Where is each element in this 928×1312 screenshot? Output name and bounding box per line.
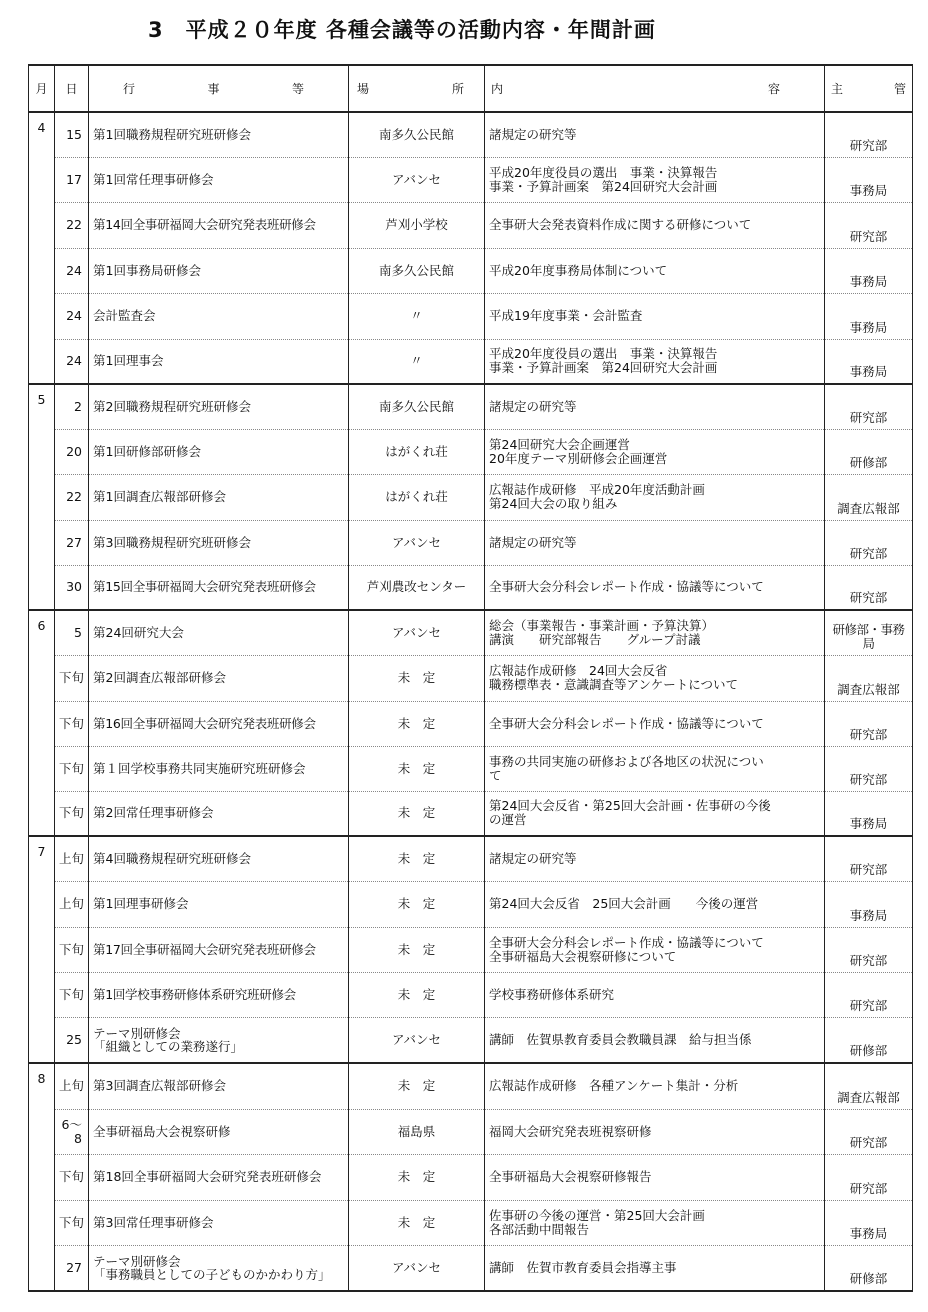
place-cell: 未 定 [349, 1063, 485, 1109]
event-cell: 第24回研究大会 [89, 610, 349, 655]
org-cell: 研究部 [825, 836, 913, 881]
table-row [29, 1200, 913, 1245]
org-cell: 研修部 [825, 429, 913, 474]
event-cell: 第17回全事研福岡大会研究発表班研修会 [89, 927, 349, 972]
month-cell [29, 1154, 55, 1200]
place-cell: 未 定 [349, 836, 485, 881]
org-cell: 調査広報部 [825, 655, 913, 701]
month-cell [29, 1109, 55, 1154]
place-cell: 未 定 [349, 972, 485, 1017]
event-cell: 第1回研修部研修会 [89, 429, 349, 474]
table-row [29, 1017, 913, 1063]
event-cell: 全事研福島大会視察研修 [89, 1109, 349, 1154]
month-cell [29, 1200, 55, 1245]
table-row [29, 1063, 913, 1109]
table-row [29, 112, 913, 157]
day-cell: 下旬 [55, 746, 89, 791]
content-cell: 平成19年度事業・会計監査 [485, 293, 825, 339]
org-cell: 研究部 [825, 520, 913, 565]
place-cell: 南多久公民館 [349, 248, 485, 293]
month-cell [29, 927, 55, 972]
day-cell: 22 [55, 202, 89, 248]
header-row [29, 65, 913, 112]
place-cell: 芦刈農改センター [349, 565, 485, 610]
day-cell: 24 [55, 293, 89, 339]
event-cell: 第16回全事研福岡大会研究発表班研修会 [89, 701, 349, 746]
month-cell [29, 881, 55, 927]
place-cell: 〃 [349, 293, 485, 339]
content-cell: 広報誌作成研修 24回大会反省 職務標準表・意識調査等アンケートについて [485, 655, 825, 701]
month-cell [29, 474, 55, 520]
month-cell [29, 565, 55, 610]
day-cell: 30 [55, 565, 89, 610]
day-cell: 下旬 [55, 927, 89, 972]
header-org [825, 65, 913, 112]
place-cell: 未 定 [349, 746, 485, 791]
header-content-char-1: 内 [491, 81, 504, 96]
day-cell: 下旬 [55, 701, 89, 746]
place-cell: はがくれ荘 [349, 429, 485, 474]
org-cell: 事務局 [825, 881, 913, 927]
event-cell: 第4回職務規程研究班研修会 [89, 836, 349, 881]
org-cell: 研究部 [825, 112, 913, 157]
header-event-char-2: 事 [207, 81, 220, 96]
table-row [29, 701, 913, 746]
org-cell: 事務局 [825, 339, 913, 384]
place-cell: アバンセ [349, 1245, 485, 1291]
day-cell: 27 [55, 520, 89, 565]
table-row [29, 157, 913, 202]
org-cell: 研修部 [825, 1245, 913, 1291]
header-place [349, 65, 485, 112]
place-cell: 未 定 [349, 1200, 485, 1245]
day-cell: 下旬 [55, 1200, 89, 1245]
event-cell: 第15回全事研福岡大会研究発表班研修会 [89, 565, 349, 610]
event-cell: テーマ別研修会 「組織としての業務遂行」 [89, 1017, 349, 1063]
day-cell: 15 [55, 112, 89, 157]
event-cell: 第1回常任理事研修会 [89, 157, 349, 202]
day-cell: 上旬 [55, 881, 89, 927]
table-row [29, 293, 913, 339]
content-cell: 福岡大会研究発表班視察研修 [485, 1109, 825, 1154]
table-row [29, 791, 913, 836]
table-row [29, 1109, 913, 1154]
content-cell: 平成20年度役員の選出 事業・決算報告 事業・予算計画案 第24回研究大会計画 [485, 157, 825, 202]
place-cell: 未 定 [349, 881, 485, 927]
day-cell: 20 [55, 429, 89, 474]
event-cell: 第18回全事研福岡大会研究発表班研修会 [89, 1154, 349, 1200]
table-row [29, 339, 913, 384]
table-row [29, 565, 913, 610]
place-cell: 〃 [349, 339, 485, 384]
table-row [29, 474, 913, 520]
event-cell: 第1回理事研修会 [89, 881, 349, 927]
day-cell: 27 [55, 1245, 89, 1291]
table-row [29, 655, 913, 701]
org-cell: 研究部 [825, 701, 913, 746]
day-cell: 25 [55, 1017, 89, 1063]
org-cell: 調査広報部 [825, 474, 913, 520]
place-cell: 南多久公民館 [349, 112, 485, 157]
day-cell: 上旬 [55, 1063, 89, 1109]
month-cell [29, 157, 55, 202]
event-cell: 第1回学校事務研修体系研究班研修会 [89, 972, 349, 1017]
month-cell: 8 [29, 1063, 55, 1109]
place-cell: 未 定 [349, 1154, 485, 1200]
month-cell [29, 202, 55, 248]
month-cell: 4 [29, 112, 55, 157]
header-place-char-2: 所 [451, 81, 464, 96]
content-cell: 佐事研の今後の運営・第25回大会計画 各部活動中間報告 [485, 1200, 825, 1245]
event-cell: 第1回事務局研修会 [89, 248, 349, 293]
table-row [29, 520, 913, 565]
content-cell: 諸規定の研究等 [485, 112, 825, 157]
event-cell: 第１回学校事務共同実施研究班研修会 [89, 746, 349, 791]
header-event [89, 65, 349, 112]
event-cell: 第2回常任理事研修会 [89, 791, 349, 836]
day-cell: 5 [55, 610, 89, 655]
table-row [29, 384, 913, 429]
event-cell: 第1回理事会 [89, 339, 349, 384]
month-cell [29, 429, 55, 474]
org-cell: 事務局 [825, 791, 913, 836]
day-cell: 6～8 [55, 1109, 89, 1154]
content-cell: 全事研大会分科会レポート作成・協議等について 全事研福島大会視察研修について [485, 927, 825, 972]
month-cell [29, 655, 55, 701]
header-org-char-2: 管 [893, 81, 906, 96]
header-event-char-1: 行 [123, 81, 136, 96]
day-cell: 24 [55, 339, 89, 384]
content-cell: 学校事務研修体系研究 [485, 972, 825, 1017]
event-cell: 第3回職務規程研究班研修会 [89, 520, 349, 565]
org-cell: 研修部・事務局 [825, 610, 913, 655]
header-month: 月 [29, 65, 55, 112]
header-content-char-2: 容 [767, 81, 780, 96]
month-cell [29, 1017, 55, 1063]
header-event-char-3: 等 [291, 81, 304, 96]
place-cell: 南多久公民館 [349, 384, 485, 429]
table-row [29, 881, 913, 927]
content-cell: 第24回大会反省 25回大会計画 今後の運営 [485, 881, 825, 927]
place-cell: 未 定 [349, 655, 485, 701]
day-cell: 24 [55, 248, 89, 293]
org-cell: 研究部 [825, 565, 913, 610]
content-cell: 総会（事業報告・事業計画・予算決算） 講演 研究部報告 グループ討議 [485, 610, 825, 655]
org-cell: 研究部 [825, 927, 913, 972]
table-row [29, 202, 913, 248]
table-row [29, 610, 913, 655]
content-cell: 諸規定の研究等 [485, 520, 825, 565]
event-cell: 第2回調査広報部研修会 [89, 655, 349, 701]
table-row [29, 972, 913, 1017]
day-cell: 17 [55, 157, 89, 202]
month-cell [29, 1245, 55, 1291]
table-row [29, 836, 913, 881]
place-cell: 未 定 [349, 701, 485, 746]
org-cell: 研究部 [825, 746, 913, 791]
place-cell: はがくれ荘 [349, 474, 485, 520]
content-cell: 講師 佐賀県教育委員会教職員課 給与担当係 [485, 1017, 825, 1063]
day-cell: 下旬 [55, 1154, 89, 1200]
event-cell: 第3回常任理事研修会 [89, 1200, 349, 1245]
table-row [29, 429, 913, 474]
place-cell: 未 定 [349, 927, 485, 972]
content-cell: 講師 佐賀市教育委員会指導主事 [485, 1245, 825, 1291]
month-cell [29, 746, 55, 791]
header-content [485, 65, 825, 112]
month-cell: 7 [29, 836, 55, 881]
place-cell: アバンセ [349, 1017, 485, 1063]
content-cell: 全事研大会分科会レポート作成・協議等について [485, 701, 825, 746]
month-cell: 6 [29, 610, 55, 655]
content-cell: 第24回大会反省・第25回大会計画・佐事研の今後 の運営 [485, 791, 825, 836]
org-cell: 事務局 [825, 248, 913, 293]
schedule-table [28, 64, 913, 1292]
org-cell: 研究部 [825, 1154, 913, 1200]
content-cell: 全事研大会発表資料作成に関する研修について [485, 202, 825, 248]
header-day: 日 [55, 65, 89, 112]
table-row [29, 746, 913, 791]
day-cell: 2 [55, 384, 89, 429]
content-cell: 諸規定の研究等 [485, 836, 825, 881]
org-cell: 研究部 [825, 1109, 913, 1154]
place-cell: アバンセ [349, 520, 485, 565]
content-cell: 諸規定の研究等 [485, 384, 825, 429]
day-cell: 下旬 [55, 791, 89, 836]
day-cell: 22 [55, 474, 89, 520]
content-cell: 全事研福島大会視察研修報告 [485, 1154, 825, 1200]
org-cell: 事務局 [825, 157, 913, 202]
event-cell: テーマ別研修会 「事務職員としての子どものかかわり方」 [89, 1245, 349, 1291]
org-cell: 事務局 [825, 1200, 913, 1245]
header-org-char-1: 主 [831, 81, 844, 96]
month-cell [29, 248, 55, 293]
place-cell: アバンセ [349, 610, 485, 655]
table-row [29, 1245, 913, 1291]
event-cell: 第3回調査広報部研修会 [89, 1063, 349, 1109]
content-cell: 第24回研究大会企画運営 20年度テーマ別研修会企画運営 [485, 429, 825, 474]
org-cell: 研修部 [825, 1017, 913, 1063]
content-cell: 平成20年度事務局体制について [485, 248, 825, 293]
event-cell: 第1回職務規程研究班研修会 [89, 112, 349, 157]
month-cell [29, 293, 55, 339]
event-cell: 第14回全事研福岡大会研究発表班研修会 [89, 202, 349, 248]
page-title: 3 平成２０年度 各種会議等の活動内容・年間計画 [148, 18, 656, 42]
schedule-body [29, 112, 913, 1291]
event-cell: 会計監査会 [89, 293, 349, 339]
content-cell: 広報誌作成研修 各種アンケート集計・分析 [485, 1063, 825, 1109]
org-cell: 研究部 [825, 972, 913, 1017]
place-cell: 芦刈小学校 [349, 202, 485, 248]
content-cell: 平成20年度役員の選出 事業・決算報告 事業・予算計画案 第24回研究大会計画 [485, 339, 825, 384]
table-row [29, 927, 913, 972]
content-cell: 事務の共同実施の研修および各地区の状況につい て [485, 746, 825, 791]
place-cell: 未 定 [349, 791, 485, 836]
table-row [29, 1154, 913, 1200]
table-row [29, 248, 913, 293]
day-cell: 下旬 [55, 655, 89, 701]
org-cell: 研究部 [825, 202, 913, 248]
month-cell [29, 520, 55, 565]
header-place-char-1: 場 [357, 81, 370, 96]
content-cell: 広報誌作成研修 平成20年度活動計画 第24回大会の取り組み [485, 474, 825, 520]
month-cell [29, 791, 55, 836]
org-cell: 研究部 [825, 384, 913, 429]
place-cell: アバンセ [349, 157, 485, 202]
event-cell: 第1回調査広報部研修会 [89, 474, 349, 520]
month-cell [29, 972, 55, 1017]
event-cell: 第2回職務規程研究班研修会 [89, 384, 349, 429]
content-cell: 全事研大会分科会レポート作成・協議等について [485, 565, 825, 610]
month-cell: 5 [29, 384, 55, 429]
day-cell: 上旬 [55, 836, 89, 881]
org-cell: 調査広報部 [825, 1063, 913, 1109]
org-cell: 事務局 [825, 293, 913, 339]
month-cell [29, 701, 55, 746]
day-cell: 下旬 [55, 972, 89, 1017]
month-cell [29, 339, 55, 384]
place-cell: 福島県 [349, 1109, 485, 1154]
